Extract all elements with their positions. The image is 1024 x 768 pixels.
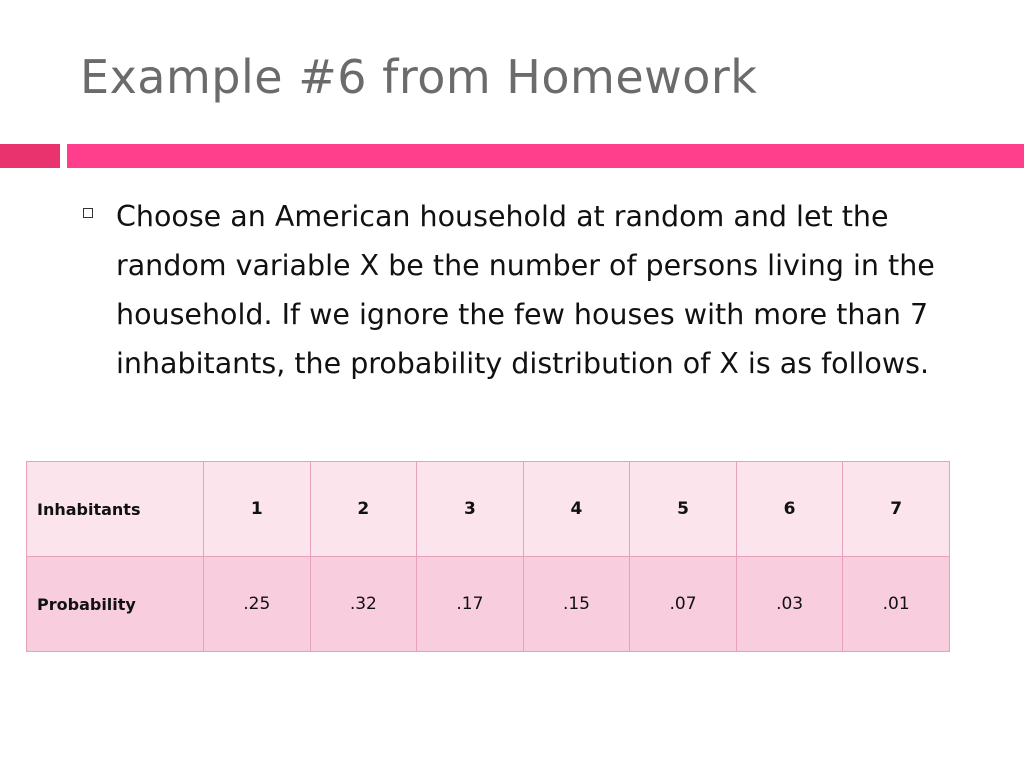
table-cell: 5 (630, 462, 737, 557)
table-row-inhabitants (27, 462, 950, 557)
table-cell: 3 (417, 462, 524, 557)
table-cell: 7 (843, 462, 950, 557)
square-bullet-icon (83, 208, 93, 218)
table-cell: 6 (736, 462, 843, 557)
table-row-probability (27, 557, 950, 652)
slide-title: Example #6 from Homework (80, 50, 758, 104)
accent-bar-right (67, 144, 1024, 168)
table-cell: .07 (630, 557, 737, 652)
table-cell: 2 (310, 462, 417, 557)
table-cell: .17 (417, 557, 524, 652)
table-cell: .25 (204, 557, 311, 652)
table-cell: .15 (523, 557, 630, 652)
table-cell: .32 (310, 557, 417, 652)
row-label-probability: Probability (27, 557, 204, 652)
bullet-text: Choose an American household at random and let the random variable X be the number of persons living in the household. If we ignore the few houses with more than 7 inhabitants, the probability distribution of X is as follows. (116, 200, 935, 380)
table-cell: .01 (843, 557, 950, 652)
row-label-inhabitants: Inhabitants (27, 462, 204, 557)
bullet-item (80, 192, 960, 388)
probability-distribution-table (26, 461, 950, 652)
table-cell: 4 (523, 462, 630, 557)
table-cell: 1 (204, 462, 311, 557)
accent-bar-left (0, 144, 60, 168)
table-cell: .03 (736, 557, 843, 652)
